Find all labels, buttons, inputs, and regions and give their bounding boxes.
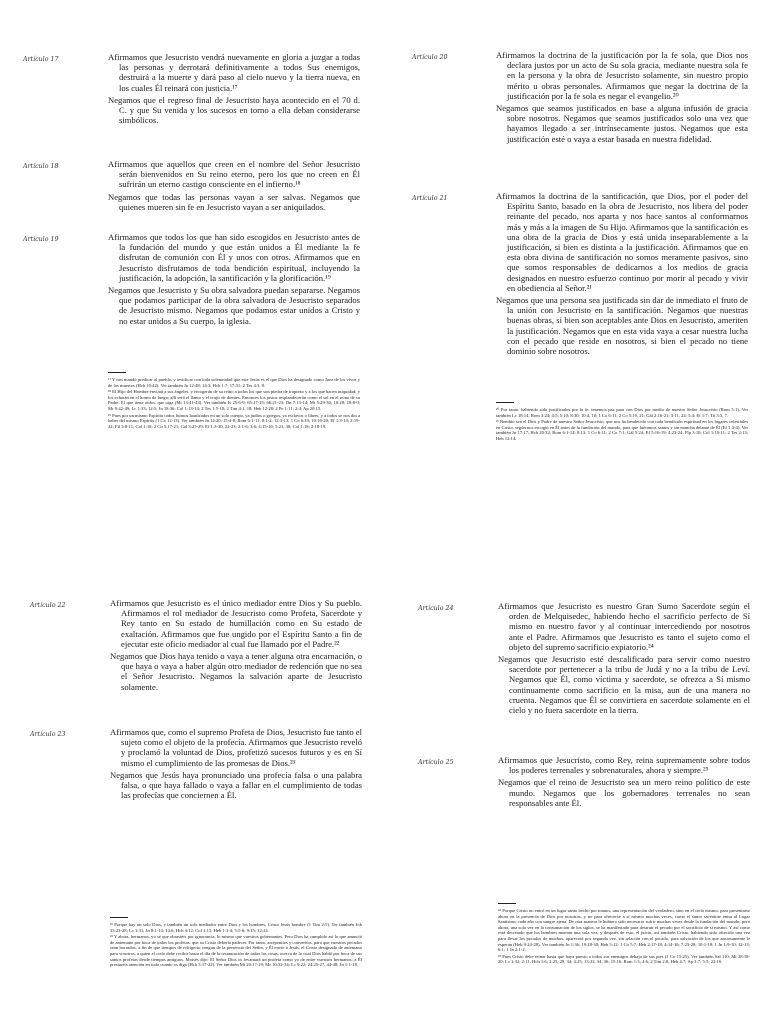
page-1 bbox=[0, 0, 384, 512]
article-22-label: Artículo 22 bbox=[30, 602, 66, 609]
article-25 bbox=[498, 755, 750, 810]
article-24 bbox=[498, 601, 750, 717]
footnote-22: ²² Porque hay un solo Dios, y también un solo mediador entre Dios y los hombres, Cristo Jesús hombre (1 Tim 2:5). Ver también Job 33:23-28; Lc 1:31; Jn 8:1-14; 14:6; Hch 4:12; Col 1:15; Heb 1:1-4; 5:5-6; 9:15; 12:24. bbox=[110, 922, 362, 933]
article-23-label: Artículo 23 bbox=[30, 731, 66, 738]
footnotes bbox=[108, 377, 360, 430]
page-2 bbox=[384, 0, 768, 512]
page-3 bbox=[0, 512, 384, 1024]
footnote-20: ²⁰ Por tanto, habiendo sido justificados por la fe, tenemos paz para con Dios por medio de nuestro Señor Jesucristo (Rom 5:1). Ver también Lc 18:14; Rom 3:24; 4:5; 5:10; 8:30; 10:4, 10; 1 Co 6:11; 2 Co 5:19, 21; Gál 2:16-21; 3:11, 24; 5:4; Ef 1:7; Tit 3:5, 7. bbox=[496, 407, 748, 418]
footnote-17: ¹⁷ Y nos mandó predicar al pueblo, y testificar con toda solemnidad que este Jesús es el que Dios ha designado como Juez de los vivos y de los muertos (Hch 10:42). Ver también Jn 12:48; 14:3; Hch 1:7; 17:31; 2 Tes 4:3, 8. bbox=[108, 377, 360, 388]
footnotes bbox=[110, 922, 362, 969]
article-25-deny: Negamos que el reino de Jesucristo sea un mero reino político de este mundo. Negamos que los gobernadores terrenales no sean responsables ante Él. bbox=[498, 777, 750, 808]
article-19-deny: Negamos que Jesucristo y Su obra salvadora puedan separarse. Negamos que podamos participar de la obra salvadora de Jesucristo separados de Jesucristo mismo. Negamos que podamos estar unidos a Cristo y no estar unidos a Su cuerpo, la iglesia. bbox=[108, 285, 360, 326]
footnote-rule bbox=[108, 372, 126, 373]
footnote-rule bbox=[498, 903, 516, 904]
article-20 bbox=[496, 50, 748, 146]
article-23 bbox=[110, 727, 362, 802]
footnote-21: ²¹ Bendito sea el Dios y Padre de nuestro Señor Jesucristo, que nos ha bendecido con toda bendición espiritual en los lugares celestiales en Cristo, según nos escogió en Él antes de la fundación del mundo, para que fuéramos santos y sin mancha delante de Él (Ef 1:3-4). Ver también Jn 17:17; Hch 20:32; Rom 6:1-14; 8:13; 1 Co 6:11; 2 Co 7:1; Gál 5:24; Ef 5:16-19; 4:23-24; Flp 3:10; Col 1:10-11; 2 Tes 2:13; Heb 12:14. bbox=[496, 419, 748, 441]
footnote-23: ²³ Y ahora, hermanos, yo sé que obrasteis por ignorancia, lo mismo que vuestros gobernantes. Pero Dios ha cumplido así lo que anunció de antemano por boca de todos los profetas: que su Cristo debería padecer. Por tanto, arrepentíos y convertíos, para que vuestros pecados sean borrados, a fin de que tiempos de refrigerio vengan de la presencia del Señor, y Él envíe a Jesús, el Cristo designado de antemano para vosotros, a quien el cielo debe recibir hasta el día de la restauración de todas las cosas, acerca de lo cual Dios habló por boca de sus santos profetas desde tiempos antiguos. Moisés dijo: El Señor Dios os levantará un profeta como yo de entre vuestros hermanos; a Él prestaréis atención en todo cuanto os diga (Hch 3:17-22). Ver también Mt 20:17-19; Mr 10:32-34; Lc 9:22; 24:25-27, 44-48; Jn 1:1-18. bbox=[110, 934, 362, 968]
article-25-label: Artículo 25 bbox=[418, 759, 454, 766]
article-17-affirm: Afirmamos que Jesucristo vendrá nuevamente en gloria a juzgar a todas las personas y derrotará definitivamente a todos Sus enemigos, destruirá a la muerte y dará paso al cielo nuevo y la tierra nueva, en los cuales Él reinará con justicia.¹⁷ bbox=[108, 52, 360, 93]
article-23-affirm: Afirmamos que, como el supremo Profeta de Dios, Jesucristo fue tanto el sujeto como el objeto de la profecía. Afirmamos que Jesucristo reveló y proclamó la voluntad de Dios, profetizó sucesos futuros y es en Sí mismo el cumplimiento de las promesas de Dios.²³ bbox=[110, 727, 362, 768]
article-17-deny: Negamos que el regreso final de Jesucristo haya acontecido en el 70 d. C. y que Su venida y los sucesos en torno a ella deban considerarse simbólicos. bbox=[108, 94, 360, 126]
footnotes bbox=[496, 407, 748, 443]
article-21-affirm: Afirmamos la doctrina de la santificación, que Dios, por el poder del Espíritu Santo, basado en la obra de Jesucristo, nos libera del poder reinante del pecado, nos aparta y nos hace santos al conformarnos más y más a la imagen de Su Hijo. Afirmamos que la santificación es una obra de la gracia de Dios y está unida inseparablemente a la justificación, si bien es distinta a la justificación. Afirmamos que en esta obra divina de santificación no somos meramente pasivos, sino que somos responsables de dedicarnos a los medios de gracia designados en nuestro esfuerzo continuo por morir al pecado y vivir en obediencia al Señor.²¹ bbox=[496, 191, 748, 293]
footnote-18: ¹⁸ El Hijo del Hombre enviará a sus ángeles, y recogerán de su reino a todos los que son piedra de tropiezo y a los que hacen iniquidad; y los echarán en el horno de fuego; allí será el llanto y el crujir de dientes. Entonces los justos resplandecerán como el sol en el reino de su Padre. El que tiene oídos, que oiga (Mt 13:41-43). Ver también Is 25:6-9; 65:17-25; 66:21-23; Dn 7:13-14; Mt 5:29-30; 10:28; 18:8-9; Mr 9:42-49; Lc 1:33; 12:5; Jn 18:36; Col 1:13-14; 2 Tes 1:5-10; 2 Tim 4:1, 18; Heb 12:28; 2 Pe 1:11; 2:4; Ap 20:15. bbox=[108, 389, 360, 411]
article-20-label: Artículo 20 bbox=[412, 54, 448, 61]
article-21 bbox=[496, 191, 748, 358]
article-24-deny: Negamos que Jesucristo esté descalificado para servir como nuestro sacerdote por pertenecer a la tribu de Judá y no a la tribu de Leví. Negamos que Él, como víctima y sacerdote, se ofrezca a Sí mismo continuamente como sacrificio en la misa, aun de una manera no cruenta. Negamos que Él se convirtiera en sacerdote solamente en el cielo y no fuera sacerdote en la tierra. bbox=[498, 654, 750, 716]
page-4 bbox=[384, 512, 768, 1024]
footnote-19: ¹⁹ Pues por un mismo Espíritu todos fuimos bautizados en un solo cuerpo, ya judíos o griegos, ya esclavos o libres, y a todos se nos dio a beber del mismo Espíritu (1 Co 12:13). Ver también Jn 14:20; 15:4-8; Rom 6:1-11; 8:1-2; 12:3-13; 1 Co 6:19; 10:16-20; Ef 1:3-14; 2:19-22; Fil 3:8-11; Col 1:18; 2 Co 5:17-21; Gál 3:25-29; Ef 1:3-10, 22-23; 2:1-6; 3:6; 4:15-16; 5:23, 30; Col 1:18; 2:18-19. bbox=[108, 412, 360, 429]
article-22 bbox=[110, 598, 362, 694]
article-19-label: Artículo 19 bbox=[23, 236, 59, 243]
article-18 bbox=[108, 159, 360, 214]
article-18-affirm: Afirmamos que aquellos que creen en el nombre del Señor Jesucristo serán bienvenidos en Su reino eterno, pero los que no creen en Él sufrirán un eterno castigo consciente en el infierno.¹⁸ bbox=[108, 159, 360, 190]
footnotes bbox=[498, 908, 750, 966]
footnote-rule bbox=[496, 402, 514, 403]
article-17-label: Artículo 17 bbox=[23, 56, 59, 63]
footnote-24: ²⁴ Porque Cristo no entró en un lugar santo hecho por manos, una representación del verdadero, sino en el cielo mismo, para presentarse ahora en la presencia de Dios por nosotros, y no para ofrecerse a sí mismo muchas veces, como el sumo sacerdote entra al Lugar Santísimo cada año con sangre ajena. De otra manera le hubiera sido necesario sufrir muchas veces desde la fundación del mundo; pero ahora, una sola vez en la consumación de los siglos, se ha manifestado para destruir el pecado por el sacrificio de sí mismo. Y así como está decretado que los hombres mueran una sola vez, y después de esto, el juicio, así también Cristo, habiendo sido ofrecido una vez para llevar los pecados de muchos, aparecerá por segunda vez, sin relación con el pecado, para salvación de los que ansiosamente le esperan (Heb 9:24-28). Ver también Jn 1:36; 19:28-30; Heb 5:12; 1 Co 5:7; Heb 2:17-18; 4:14-16; 7:23-28; 10:1-18; 1 Jn 1:9-10; 12-13; 6:1; 1 Jn 2:1-2. bbox=[498, 908, 750, 953]
article-22-affirm: Afirmamos que Jesucristo es el único mediador entre Dios y Su pueblo. Afirmamos el rol mediador de Jesucristo como Profeta, Sacerdote y Rey tanto en Su estado de humillación como en Su estado de exaltación. Afirmamos que fue ungido por el Espíritu Santo a fin de ejecutar este oficio mediador al cual fue llamado por el Padre.²² bbox=[110, 598, 362, 649]
footnote-25: ²⁵ Pues Cristo debe reinar hasta que haya puesto a todos sus enemigos debajo de sus pies (1 Co 15:25). Ver también Sal 110; Mt 28:18-20; Lc 1:32; 2:11; Hch 1:6; 2:25, 29, 34; 4:25; 13:22, 34, 36; 15:16; Rom 1:3; 4:6; 2 Tim 2:8; Heb 4:7; Ap 1:7; 5:5; 22:16. bbox=[498, 953, 750, 965]
article-20-deny: Negamos que seamos justificados en base a alguna infusión de gracia sobre nosotros. Negamos que seamos justificados solo una vez que hayamos llegado a ser intrínsecamente justos. Negamos que esta justificación esté o vaya a estar basada en nuestra fidelidad. bbox=[496, 103, 748, 144]
article-19-affirm: Afirmamos que todos los que han sido escogidos en Jesucristo antes de la fundación del mundo y que están unidos a Él mediante la fe disfrutan de comunión con Él y unos con otros. Afirmamos que en Jesucristo disfrutamos de toda bendición espiritual, incluyendo la justificación, la adopción, la santificación y la glorificación.¹⁹ bbox=[108, 232, 360, 283]
article-20-affirm: Afirmamos la doctrina de la justificación por la fe sola, que Dios nos declara justos por un acto de Su sola gracia, mediante nuestra sola fe en la persona y la obra de Jesucristo solamente, sin nuestro propio mérito u obras personales. Afirmamos que negar la doctrina de la justificación por la fe sola es negar el evangelio.²⁰ bbox=[496, 50, 748, 101]
article-17 bbox=[108, 52, 360, 127]
article-24-label: Artículo 24 bbox=[418, 605, 454, 612]
article-22-deny: Negamos que Dios haya tenido o vaya a tener alguna otra encarnación, o que haya o vaya a haber algún otro mediador de redención que no sea el Señor Jesucristo. Negamos la salvación aparte de Jesucristo solamente. bbox=[110, 651, 362, 692]
article-19 bbox=[108, 232, 360, 328]
article-21-deny: Negamos que una persona sea justificada sin dar de inmediato el fruto de la unión con Jesucristo en la santificación. Negamos que nuestras buenas obras, si bien son aceptables ante Dios en Jesucristo, ameriten la justificación. Negamos que en esta vida vaya a cesar nuestra lucha con el pecado que reside en nosotros, si bien el pecado no tiene dominio sobre nosotros. bbox=[496, 295, 748, 357]
article-18-deny: Negamos que todas las personas vayan a ser salvas. Negamos que quienes mueren sin fe en Jesucristo vayan a ser aniquilados. bbox=[108, 191, 360, 212]
footnote-rule bbox=[110, 917, 128, 918]
article-23-deny: Negamos que Jesús haya pronunciado una profecía falsa o una palabra falsa, o que haya fallado o vaya a fallar en el cumplimiento de todas las profecías que conciernen a Él. bbox=[110, 769, 362, 801]
article-18-label: Artículo 18 bbox=[23, 163, 59, 170]
article-24-affirm: Afirmamos que Jesucristo es nuestro Gran Sumo Sacerdote según el orden de Melquisedec, habiendo hecho el sacrificio perfecto de Sí mismo en nuestro favor y al continuar intercediendo por nosotros ante el Padre. Afirmamos que Jesucristo es tanto el sujeto como el objeto del supremo sacrificio expiatorio.²⁴ bbox=[498, 601, 750, 652]
article-21-label: Artículo 21 bbox=[412, 195, 448, 202]
article-25-affirm: Afirmamos que Jesucristo, como Rey, reina supremamente sobre todos los poderes terrenales y sobrenaturales, ahora y siempre.²⁵ bbox=[498, 755, 750, 776]
